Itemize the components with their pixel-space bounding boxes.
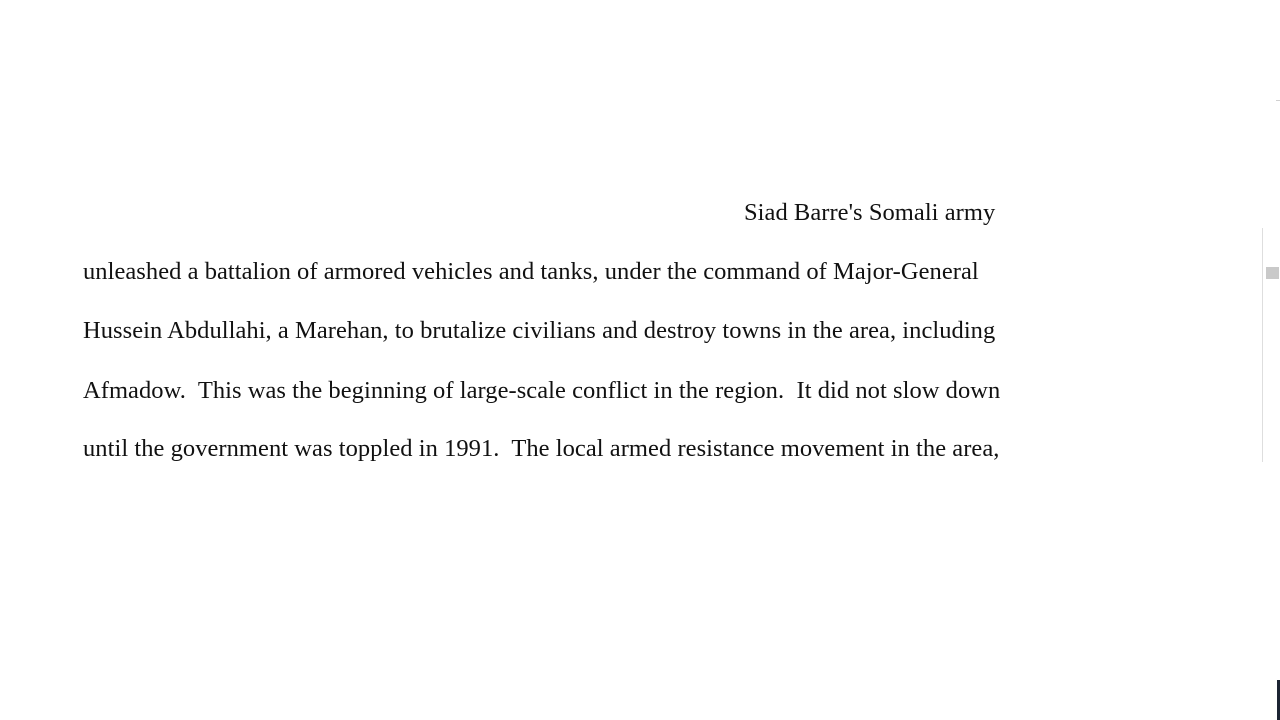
document-text-line: until the government was toppled in 1991. The local armed resistance movement in the area, — [83, 435, 1000, 462]
scrollbar-divider — [1276, 100, 1280, 101]
document-text-line: unleashed a battalion of armored vehicles and tanks, under the command of Major-General — [83, 258, 979, 285]
document-text-line: Hussein Abdullahi, a Marehan, to brutalize civilians and destroy towns in the area, including — [83, 317, 996, 344]
vertical-scrollbar[interactable] — [1262, 0, 1280, 720]
document-text-line: Afmadow. This was the beginning of large-scale conflict in the region. It did not slow down — [83, 377, 1001, 404]
document-text-line: Siad Barre's Somali army — [744, 199, 996, 226]
scrollbar-track[interactable] — [1262, 228, 1280, 462]
scrollbar-thumb[interactable] — [1266, 267, 1279, 279]
